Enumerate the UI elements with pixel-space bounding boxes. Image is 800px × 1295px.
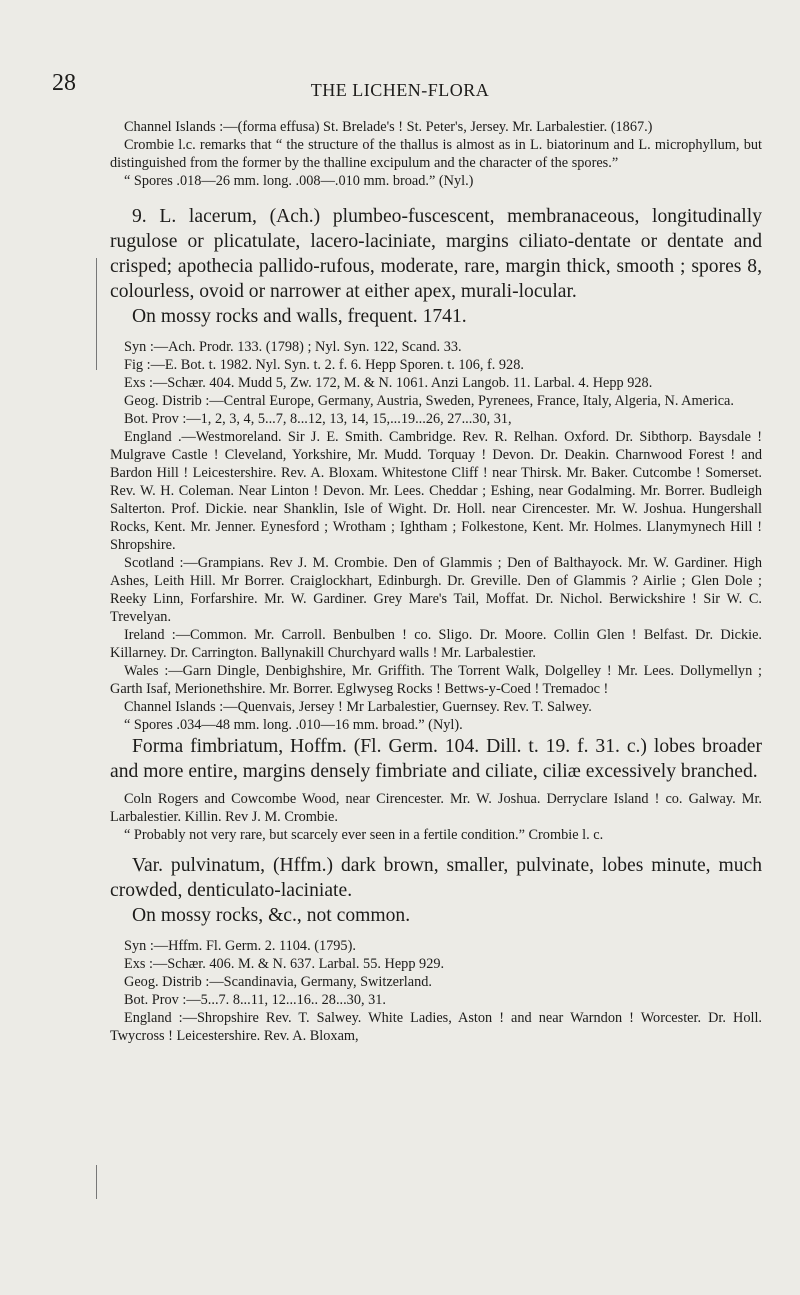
page-body (110, 118, 762, 1045)
record-paragraph: England :—Shropshire Rev. T. Salwey. White Ladies, Aston ! and near Warndon ! Worcester. Dr. Holl. Twycross ! Leicestershire. Rev. A. Bloxam, (110, 1010, 762, 1044)
species-paragraph: Forma fimbriatum, Hoffm. (Fl. Germ. 104. Dill. t. 19. f. 31. c.) lobes broader and more entire, margins densely fimbriate and ciliate, ciliæ excessively branched. (110, 736, 762, 782)
paragraph-gap (110, 190, 762, 204)
paragraph-gap (110, 844, 762, 853)
record-paragraph: Geog. Distrib :—Scandinavia, Germany, Switzerland. (124, 974, 432, 990)
page-number: 28 (52, 70, 76, 96)
species-paragraph: On mossy rocks, &c., not common. (132, 905, 411, 926)
species-paragraph: On mossy rocks and walls, frequent. 1741. (132, 306, 467, 327)
record-paragraph: Fig :—E. Bot. t. 1982. Nyl. Syn. t. 2. f. 6. Hepp Sporen. t. 106, f. 928. (124, 357, 524, 373)
record-paragraph: “ Probably not very rare, but scarcely ever seen in a fertile condition.” Crombie l. c. (124, 827, 604, 843)
paragraph-gap (110, 928, 762, 937)
record-paragraph: Bot. Prov :—5...7. 8...11, 12...16.. 28...30, 31. (124, 992, 386, 1008)
running-head: THE LICHEN-FLORA (310, 80, 490, 100)
record-paragraph: Syn :—Hffm. Fl. Germ. 2. 1104. (1795). (124, 938, 356, 954)
record-paragraph: “ Spores .034—48 mm. long. .010—16 mm. broad.” (Nyl). (124, 717, 463, 733)
record-paragraph: Crombie l.c. remarks that “ the structure of the thallus is almost as in L. biatorinum and L. microphyllum, but distinguished from the former by the thalline excipulum and the character of the spores.” (110, 137, 762, 171)
record-paragraph: England .—Westmoreland. Sir J. E. Smith. Cambridge. Rev. R. Relhan. Oxford. Dr. Sibthorp. Baysdale ! Mulgrave Castle ! Cleveland, Yorkshire, Mr. Mudd. Torquay ! Devon. Dr. Deakin. Charnwood Forest ! and Bardon Hill ! Leicestershire. Rev. A. Bloxam. Whitestone Cliff ! near Thirsk. Mr. Baker. Cutcombe ! Somerset. Rev. W. H. Coleman. Near Linton ! Devon. Mr. Lees. Cheddar ; Eshing, near Godalming. Mr. Borrer. Budleigh Salterton. Prof. Dickie. near Shanklin, Isle of Wight. Dr. Holl. near Cirencester. Mr. W. Joshua. Hungershall Rocks, Kent. Mr. Jenner. Eynesford ; Wrotham ; Ightham ; Folkestone, Kent. Mr. Holmes. Llanymynech Hill ! Shropshire. (110, 429, 762, 553)
margin-pencil-mark (96, 258, 97, 370)
record-paragraph: Syn :—Ach. Prodr. 133. (1798) ; Nyl. Syn. 122, Scand. 33. (124, 339, 462, 355)
record-paragraph: Coln Rogers and Cowcombe Wood, near Cirencester. Mr. W. Joshua. Derryclare Island ! co. Galway. Mr. Larbalestier. Killin. Rev J. M. Crombie. (110, 791, 762, 825)
paragraph-gap (110, 329, 762, 338)
record-paragraph: Ireland :—Common. Mr. Carroll. Benbulben ! co. Sligo. Dr. Moore. Collin Glen ! Belfast. Dr. Dickie. Killarney. Dr. Carrington. Ballynakill Churchyard walls ! Mr. Larbalestier. (110, 627, 762, 661)
margin-pencil-mark (96, 1165, 97, 1199)
record-paragraph: Geog. Distrib :—Central Europe, Germany, Austria, Sweden, Pyrenees, France, Italy, Algeria, N. America. (124, 393, 734, 409)
record-paragraph: Scotland :—Grampians. Rev J. M. Crombie. Den of Glammis ; Den of Balthayock. Mr. W. Gardiner. High Ashes, Leith Hill. Mr Borrer. Craiglockhart, Edinburgh. Dr. Greville. Den of Glammis ? Airlie ; Glen Dole ; Reeky Linn, Forfarshire. Mr. W. Gardiner. Grey Mare's Tail, Moffat. Dr. Nichol. Berwickshire ! Sir W. C. Trevelyan. (110, 555, 762, 625)
record-paragraph: Channel Islands :—Quenvais, Jersey ! Mr Larbalestier, Guernsey. Rev. T. Salwey. (124, 699, 592, 715)
record-paragraph: Exs :—Schær. 406. M. & N. 637. Larbal. 55. Hepp 929. (124, 956, 445, 972)
record-paragraph: Channel Islands :—(forma effusa) St. Brelade's ! St. Peter's, Jersey. Mr. Larbalestier. (1867.) (124, 119, 653, 135)
record-paragraph: Bot. Prov :—1, 2, 3, 4, 5...7, 8...12, 13, 14, 15,...19...26, 27...30, 31, (124, 411, 512, 427)
species-paragraph: 9. L. lacerum, (Ach.) plumbeo-fuscescent, membranaceous, longitudinally rugulose or plicatulate, lacero-laciniate, margins ciliato-dentate or dentate and crisped; apothecia pallido-rufous, moderate, rare, margin thick, smooth ; spores 8, colourless, ovoid or narrower at either apex, murali-locular. (110, 206, 762, 302)
record-paragraph: Wales :—Garn Dingle, Denbighshire, Mr. Griffith. The Torrent Walk, Dolgelley ! Mr. Lees. Dollymellyn ; Garth Isaf, Merionethshire. Mr. Borrer. Eglwyseg Rocks ! Bettws-y-Coed ! Tremadoc ! (110, 663, 762, 697)
record-paragraph: Exs :—Schær. 404. Mudd 5, Zw. 172, M. & N. 1061. Anzi Langob. 11. Larbal. 4. Hepp 928. (124, 375, 653, 391)
species-paragraph: Var. pulvinatum, (Hffm.) dark brown, smaller, pulvinate, lobes minute, much crowded, denticulato-laciniate. (110, 855, 762, 901)
record-paragraph: “ Spores .018—26 mm. long. .008—.010 mm. broad.” (Nyl.) (124, 173, 474, 189)
